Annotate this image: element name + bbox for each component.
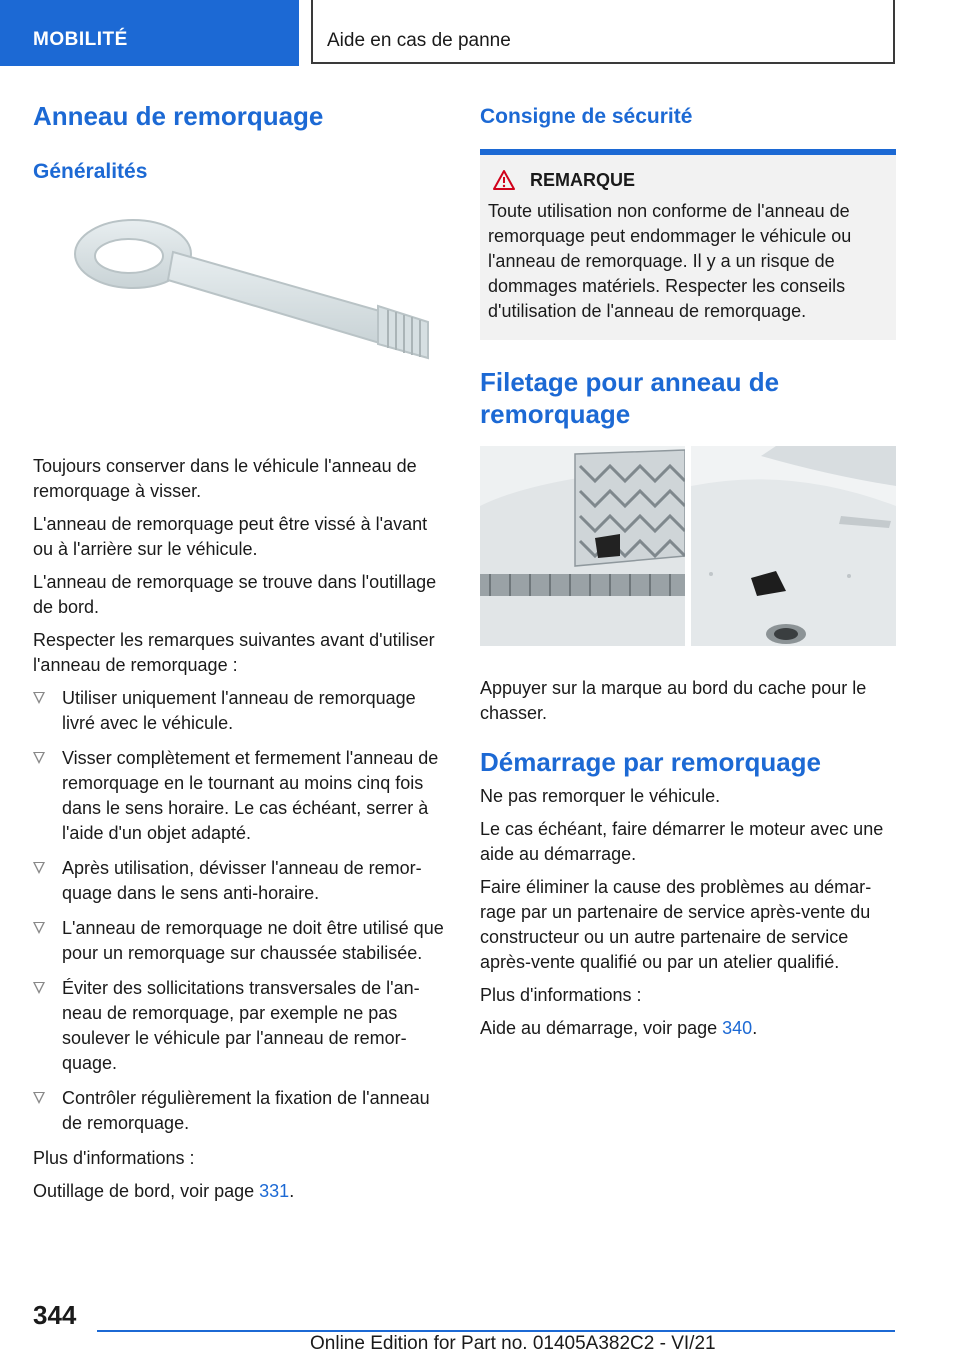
chapter-tab[interactable]: MOBILITÉ	[0, 0, 299, 66]
warning-label: REMARQUE	[530, 169, 636, 190]
more-info-label: Plus d'informations :	[33, 1148, 195, 1168]
safety-title: Consigne de sécurité	[480, 105, 693, 128]
instruction-list	[33, 686, 451, 1136]
list-item: L'anneau de remorquage ne doit être utilisé que pour un remorquage sur chaussée stabilisée.	[33, 916, 451, 966]
list-item: Utiliser uniquement l'anneau de remorquage livré avec le véhicule.	[33, 686, 451, 736]
list-item: Éviter des sollicitations transversales de l'anneau de remorquage, par exemple ne pas soulever le véhicule par l'anneau de remorquage.	[33, 976, 451, 1076]
warning-text: Toute utilisation non conforme de l'anneau de remorquage peut endommager le véhicule ou l'anneau de remorquage. Il y a un risque de dommages matériels. Respecter les conseils d'utilisation de l'anneau de remorquage.	[488, 201, 852, 321]
warning-box	[480, 149, 896, 340]
list-item: Visser complètement et fermement l'anneau de remorquage en le tournant au moins cinq fois dans le sens horaire. Le cas échéant, serrer à l'aide d'un objet adapté.	[33, 746, 451, 846]
thread-title: Filetage pour anneau de remorquage	[480, 367, 780, 429]
triangle-bullet-icon	[33, 922, 45, 934]
paragraph: Respecter les remarques suivantes avant d'utiliser l'anneau de remorquage :	[33, 630, 435, 675]
footer-divider	[97, 1330, 895, 1332]
list-item: Contrôler régulièrement la fixation de l'anneau de remorquage.	[33, 1086, 451, 1136]
subtitle-general: Généralités	[33, 160, 148, 183]
page-link-331[interactable]: 331	[259, 1181, 290, 1201]
list-item: Après utilisation, dévisser l'anneau de remorquage dans le sens anti-horaire.	[33, 856, 451, 906]
reference-line: Outillage de bord, voir page 331.	[33, 1181, 295, 1201]
section-header: Aide en cas de panne	[311, 0, 895, 64]
bumper-photos	[480, 446, 896, 646]
reference-line: Aide au démarrage, voir page 340.	[480, 1018, 758, 1038]
paragraph: Faire éliminer la cause des problèmes au démarrage par un partenaire de service après-vente du constructeur ou un autre partenaire de service après-vente qualifié ou par un atelier qualifié.	[480, 877, 872, 972]
page-title: Anneau de remorquage	[33, 101, 324, 131]
warning-triangle-icon	[492, 169, 516, 191]
triangle-bullet-icon	[33, 982, 45, 994]
paragraph: L'anneau de remorquage se trouve dans l'outillage de bord.	[33, 572, 437, 617]
triangle-bullet-icon	[33, 1092, 45, 1104]
page-link-340[interactable]: 340	[722, 1018, 753, 1038]
triangle-bullet-icon	[33, 692, 45, 704]
triangle-bullet-icon	[33, 862, 45, 874]
rear-bumper-image	[691, 446, 896, 646]
front-bumper-image	[480, 446, 685, 646]
thread-instruction: Appuyer sur la marque au bord du cache pour le chasser.	[480, 678, 867, 723]
triangle-bullet-icon	[33, 752, 45, 764]
paragraph: Le cas échéant, faire démarrer le moteur avec une aide au démarrage.	[480, 819, 884, 864]
warning-header	[488, 169, 888, 191]
more-info-label: Plus d'informations :	[480, 985, 642, 1005]
tow-start-title: Démarrage par remorquage	[480, 747, 822, 777]
page-number: 344	[33, 1300, 77, 1330]
tow-ring-image	[33, 194, 451, 444]
paragraph: Ne pas remorquer le véhicule.	[480, 786, 721, 806]
edition-footer: Online Edition for Part no. 01405A382C2 - VI/21	[310, 1333, 716, 1354]
right-column	[480, 100, 896, 1049]
left-column	[33, 100, 451, 1212]
paragraph: L'anneau de remorquage peut être vissé à l'avant ou à l'arrière sur le véhicule.	[33, 514, 428, 559]
paragraph: Toujours conserver dans le véhicule l'anneau de remorquage à visser.	[33, 456, 417, 501]
